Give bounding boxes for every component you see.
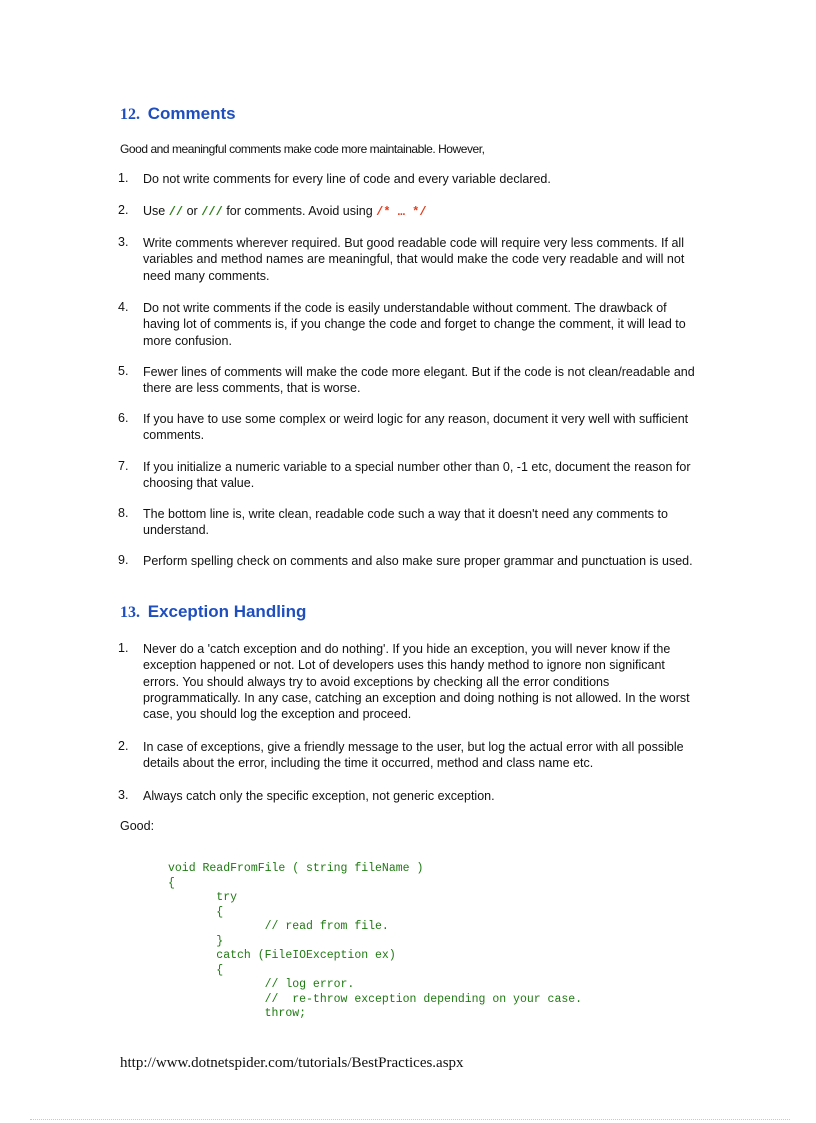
section-13-title: Exception Handling [147,602,307,621]
list-text: If you initialize a numeric variable to a special number other than 0, -1 etc, document the reason for choosing that value. [143,460,691,491]
list-text: Never do a 'catch exception and do nothing'. If you hide an exception, you will never know if the exception happened or not. Lot of developers uses this handy method to ignore non significant errors. You should always try to avoid exceptions by checking all the error conditions programmatically. In any case, catching an exception and doing nothing is not allowed. In the worst case, you should log the exception and proceed. [143,642,690,722]
list-number: 2. [118,739,129,753]
list-number: 7. [118,459,129,473]
section-12-heading [120,104,236,124]
code-block-comment: /* … */ [376,205,427,219]
list-number: 1. [118,171,129,185]
section-12-intro: Good and meaningful comments make code more maintainable. However, [120,142,485,156]
section-12-title: Comments [147,104,236,123]
list-number: 8. [118,506,129,520]
section-13-number: 13. [120,604,140,621]
list-text: Do not write comments if the code is easily understandable without comment. The drawback of having lot of comments is, if you change the code and forget to change the comment, it will lead to more confusion. [143,301,686,348]
list-number: 3. [118,788,129,802]
section-13-heading [120,602,306,622]
code-double-slash: // [168,205,184,219]
section-12-number: 12. [120,106,140,123]
page-divider [30,1119,790,1120]
text-avoid: for comments. Avoid using [226,204,373,218]
list-text: Fewer lines of comments will make the code more elegant. But if the code is not clean/readable and there are less comments, that is worse. [143,365,695,396]
list-text: Always catch only the specific exception, not generic exception. [143,789,495,803]
list-number: 5. [118,364,129,378]
list-text [143,203,698,220]
list-number: 1. [118,641,129,655]
list-text: Write comments wherever required. But good readable code will require very less comments. If all variables and method names are meaningful, that would make the code very readable and will not need many comments. [143,236,685,283]
code-sample: void ReadFromFile ( string fileName ) { try { // read from file. } catch (FileIOException ex) { // log error. // re-throw exception depending on your case. throw; [168,862,583,1020]
text-or: or [186,204,198,218]
list-number: 6. [118,411,129,425]
list-number: 3. [118,235,129,249]
text-use: Use [143,204,166,218]
footer-url: http://www.dotnetspider.com/tutorials/BestPractices.aspx [120,1055,464,1071]
list-text: Do not write comments for every line of code and every variable declared. [143,172,551,186]
list-number: 9. [118,553,129,567]
code-triple-slash: /// [201,205,223,219]
list-text: In case of exceptions, give a friendly message to the user, but log the actual error with all possible details about the error, including the time it occurred, method and class name etc. [143,740,684,771]
list-text: If you have to use some complex or weird logic for any reason, document it very well with sufficient comments. [143,412,689,443]
list-text: Perform spelling check on comments and also make sure proper grammar and punctuation is used. [143,554,693,568]
good-label: Good: [120,819,155,833]
list-number: 4. [118,300,129,314]
list-number: 2. [118,203,129,217]
list-text: The bottom line is, write clean, readable code such a way that it doesn't need any comments to understand. [143,507,668,538]
